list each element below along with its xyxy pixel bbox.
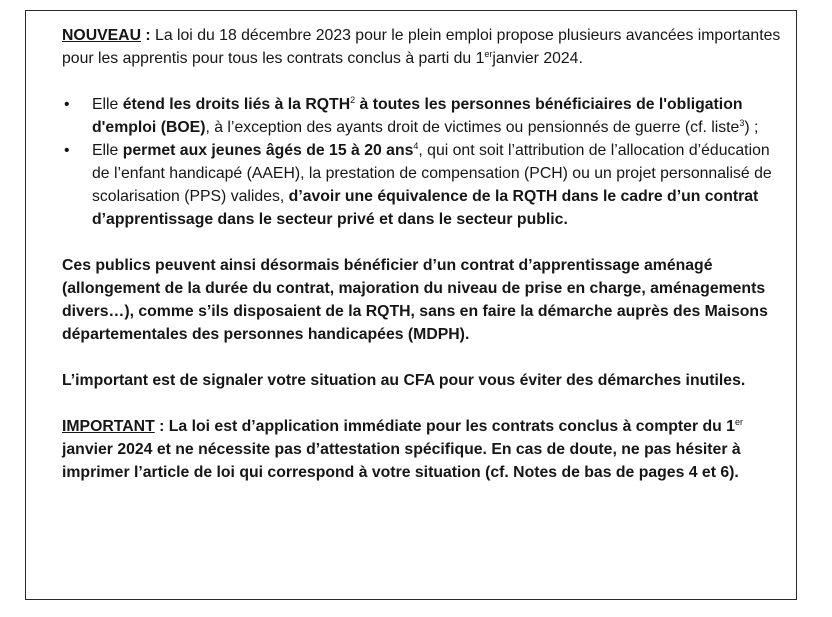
bullet-marker: • xyxy=(64,142,70,159)
bullet-text: , qui ont soit l’attribution de l’allocation d’éducation de l’enfant handicapé (AAEH), la prestation de compensation (PCH) ou un projet personnalisé de scolarisation (PPS) valides, xyxy=(92,142,772,205)
bullet-bold-text: étend les droits liés à la RQTH xyxy=(122,96,351,113)
nouveau-superscript: er xyxy=(484,49,493,59)
footnote-ref: 4 xyxy=(413,141,419,151)
footnote-ref: 2 xyxy=(350,95,356,105)
cfa-paragraph xyxy=(62,369,787,392)
nouveau-paragraph xyxy=(62,24,787,70)
spacer xyxy=(62,346,787,369)
cfa-text: L’important est de signaler votre situation au CFA pour vous éviter des démarches inutiles. xyxy=(62,372,746,389)
nouveau-text-end: janvier 2024. xyxy=(492,50,583,67)
important-text-end: janvier 2024 et ne nécessite pas d’attestation spécifique. En cas de doute, ne pas hésiter à imprimer l’article de loi qui correspond à votre situation (cf. Notes de bas de pages 4 et 6). xyxy=(62,441,741,481)
important-text: : La loi est d’application immédiate pour les contrats conclus à compter du 1 xyxy=(154,418,735,435)
bullet-bold-text: permet aux jeunes âgés de 15 à 20 ans xyxy=(122,142,414,159)
bullet-text: Elle xyxy=(92,96,123,113)
bullet-item-jeunes xyxy=(62,139,787,231)
bullet-list xyxy=(62,93,787,231)
important-superscript: er xyxy=(734,417,743,427)
important-paragraph xyxy=(62,415,787,484)
nouveau-separator: : xyxy=(141,27,156,44)
bullet-bold-text: d’avoir une équivalence de la RQTH dans le cadre d’un contrat d’apprentissage dans le secteur privé et dans le secteur public. xyxy=(92,188,759,228)
nouveau-text: La loi du 18 décembre 2023 pour le plein emploi propose plusieurs avancées importantes pour les apprentis pour tous les contrats conclus à parti du 1 xyxy=(62,27,781,67)
publics-text: Ces publics peuvent ainsi désormais bénéficier d’un contrat d’apprentissage aménagé (allongement de la durée du contrat, majoration du niveau de prise en charge, aménagements divers…), comme s’ils disposaient de la RQTH, sans en faire la démarche auprès des Maisons départementales des personnes handicapées (MDPH). xyxy=(62,257,768,343)
bullet-text: ) ; xyxy=(744,119,759,136)
spacer xyxy=(62,231,787,254)
bullet-bold-text: à toutes les personnes bénéficiaires de l'obligation d'emploi (BOE) xyxy=(92,96,743,136)
footnote-ref: 3 xyxy=(739,118,745,128)
important-label: IMPORTANT xyxy=(62,418,155,435)
nouveau-label: NOUVEAU xyxy=(62,27,141,44)
bullet-item-rqth-boe xyxy=(62,93,787,139)
spacer xyxy=(62,70,787,93)
bullet-text: Elle xyxy=(92,142,123,159)
bullet-text: , à l’exception des ayants droit de victimes ou pensionnés de guerre (cf. liste xyxy=(205,119,740,136)
spacer xyxy=(62,392,787,415)
notice-content xyxy=(62,24,787,484)
bullet-marker: • xyxy=(64,96,70,113)
publics-paragraph xyxy=(62,254,787,346)
